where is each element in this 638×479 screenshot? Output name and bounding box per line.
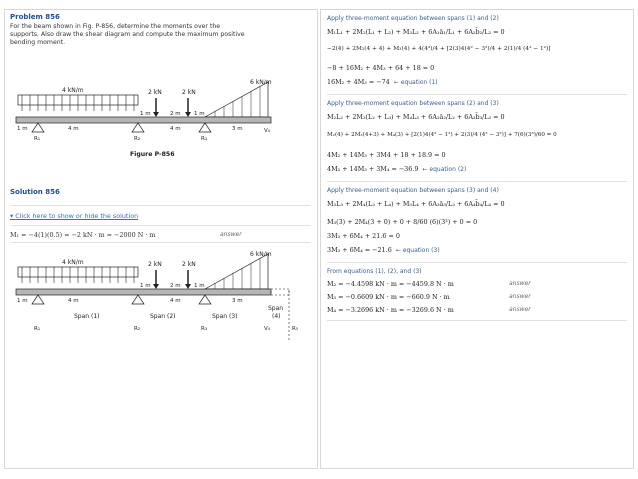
problem-panel	[4, 9, 318, 469]
problem-line: supports. Also draw the shear diagram and compute the maximum positive	[10, 31, 245, 38]
beam-figure-1	[10, 78, 315, 194]
reaction-r2: R₂	[134, 326, 141, 332]
simplified-eq: 3M₃ + 6M₄ + 21.6 = 0	[327, 232, 400, 240]
reaction-v4: V₄	[264, 326, 270, 332]
result-m3: M₃ = −0.6609 kN · m = −660.9 N · m	[327, 293, 450, 301]
divider	[327, 94, 627, 95]
dim-label: 3 m	[232, 126, 243, 132]
answer-label: answer	[509, 280, 531, 287]
span-label: Span (1)	[74, 313, 100, 320]
dim-label: 1 m	[140, 283, 151, 289]
problem-statement	[10, 23, 315, 47]
dim-label: 1 m	[140, 111, 151, 117]
equation-2	[327, 165, 466, 173]
reaction-r1: R₁	[34, 326, 41, 332]
equation-3	[327, 246, 440, 254]
toggle-link-text: Click here to show or hide the solution	[15, 212, 139, 220]
equation-1	[327, 78, 438, 86]
substitution-eq: −2(4) + 2M₂(4 + 4) + M₃(4) + 4(4³)/4 + [2(3)4(4² − 3²)/4 + 2(1)/4 (4² − 1²)]	[327, 46, 551, 52]
dim-label: 1 m	[194, 283, 205, 289]
beam-figure-2	[10, 250, 315, 366]
udl-label: 4 kN/m	[62, 87, 84, 94]
reaction-r1: R₁	[34, 136, 41, 142]
equation-tag: ← equation (2)	[422, 166, 467, 173]
m1-equation: M₁ = −4(1)(0.5) = −2 kN · m = −2000 N · m	[10, 231, 156, 239]
span-label: (4)	[272, 313, 281, 320]
equation-text: 4M₂ + 14M₃ + 3M₄ = −36.9	[327, 165, 419, 173]
divider	[327, 320, 627, 321]
equation-tag: ← equation (3)	[395, 247, 440, 254]
point-load-2: 2 kN	[182, 89, 196, 96]
triangular-load	[205, 82, 268, 117]
reaction-r5: R₅	[292, 326, 299, 332]
dim-label: 4 m	[68, 126, 79, 132]
simplified-eq: 4M₂ + 14M₃ + 3M4 + 18 + 18.9 = 0	[327, 151, 446, 159]
result-m2: M₂ = −4.4598 kN · m = −4459.8 N · m	[327, 280, 454, 288]
dim-label: 1 m	[17, 126, 28, 132]
divider	[11, 225, 311, 226]
solution-panel	[320, 9, 634, 469]
dim-label: 4 m	[170, 126, 181, 132]
figure-caption: Figure P-856	[130, 151, 175, 158]
dim-label: 4 m	[68, 298, 79, 304]
problem-line: For the beam shown in Fig. P-856, determine the moments over the	[10, 23, 221, 30]
dim-label: 3 m	[232, 298, 243, 304]
substitution-eq: M₂(4) + 2M₃(4+3) + M₄(3) + [2(1)4(4² − 1²) + 2(3)/4 (4² − 3²)] + 7(6)(3³)/60 = 0	[327, 132, 557, 138]
point-load-1: 2 kN	[148, 261, 162, 268]
divider	[11, 242, 311, 243]
reaction-r2: R₂	[134, 136, 141, 142]
substitution-eq: M₃(3) + 2M₄(3 + 0) + 0 + 8/60 (6)(3³) + 0 = 0	[327, 218, 478, 226]
section-heading: Apply three-moment equation between spans (3) and (4)	[327, 187, 499, 194]
solution-title: Solution 856	[10, 188, 60, 196]
simplified-eq: −8 + 16M₂ + 4M₃ + 64 + 18 = 0	[327, 64, 435, 72]
three-moment-eq: M₁L₁ + 2M₂(L₁ + L₂) + M₃L₂ + 6A₁ā₁/L₁ + 6A₂b̄₂/L₂ = 0	[327, 28, 505, 36]
toggle-solution-link[interactable]: ▾ Click here to show or hide the solution	[10, 212, 139, 220]
equation-text: 3M₃ + 6M₄ = −21.6	[327, 246, 392, 254]
beam	[16, 117, 271, 123]
tri-load-label: 6 kN/m	[250, 79, 272, 86]
divider	[11, 205, 311, 206]
problem-title: Problem 856	[10, 13, 60, 21]
divider	[327, 181, 627, 182]
dim-label: 1 m	[17, 298, 28, 304]
point-load-1: 2 kN	[148, 89, 162, 96]
answer-label: answer	[220, 231, 242, 238]
span-label: Span	[268, 305, 284, 312]
section-heading: Apply three-moment equation between spans (1) and (2)	[327, 15, 499, 22]
tri-load-label: 6 kN/m	[250, 251, 272, 258]
three-moment-eq: M₃L₃ + 2M₄(L₃ + L₄) + M₅L₄ + 6A₃ā₃/L₃ + 6A₄b̄₄/L₄ = 0	[327, 200, 505, 208]
dim-label: 4 m	[170, 298, 181, 304]
udl-label: 4 kN/m	[62, 259, 84, 266]
answer-label: answer	[509, 306, 531, 313]
reaction-r3: R₃	[201, 326, 208, 332]
span-label: Span (3)	[212, 313, 238, 320]
dim-label: 2 m	[170, 283, 181, 289]
equation-tag: ← equation (1)	[393, 79, 438, 86]
section-heading: From equations (1), (2), and (3)	[327, 268, 422, 275]
divider	[327, 262, 627, 263]
dim-label: 2 m	[170, 111, 181, 117]
point-load-2: 2 kN	[182, 261, 196, 268]
result-m4: M₄ = −3.2696 kN · m = −3269.6 N · m	[327, 306, 454, 314]
span-label: Span (2)	[150, 313, 176, 320]
reaction-r3: R₃	[201, 136, 208, 142]
three-moment-eq: M₂L₂ + 2M₃(L₂ + L₃) + M₄L₃ + 6A₂ā₂/L₂ + 6A₃b̄₃/L₃ = 0	[327, 113, 505, 121]
dim-label: 1 m	[194, 111, 205, 117]
section-heading: Apply three-moment equation between spans (2) and (3)	[327, 100, 499, 107]
equation-text: 16M₂ + 4M₃ = −74	[327, 78, 390, 86]
problem-line: bending moment.	[10, 39, 66, 46]
reaction-v4: V₄	[264, 128, 270, 134]
answer-label: answer	[509, 293, 531, 300]
